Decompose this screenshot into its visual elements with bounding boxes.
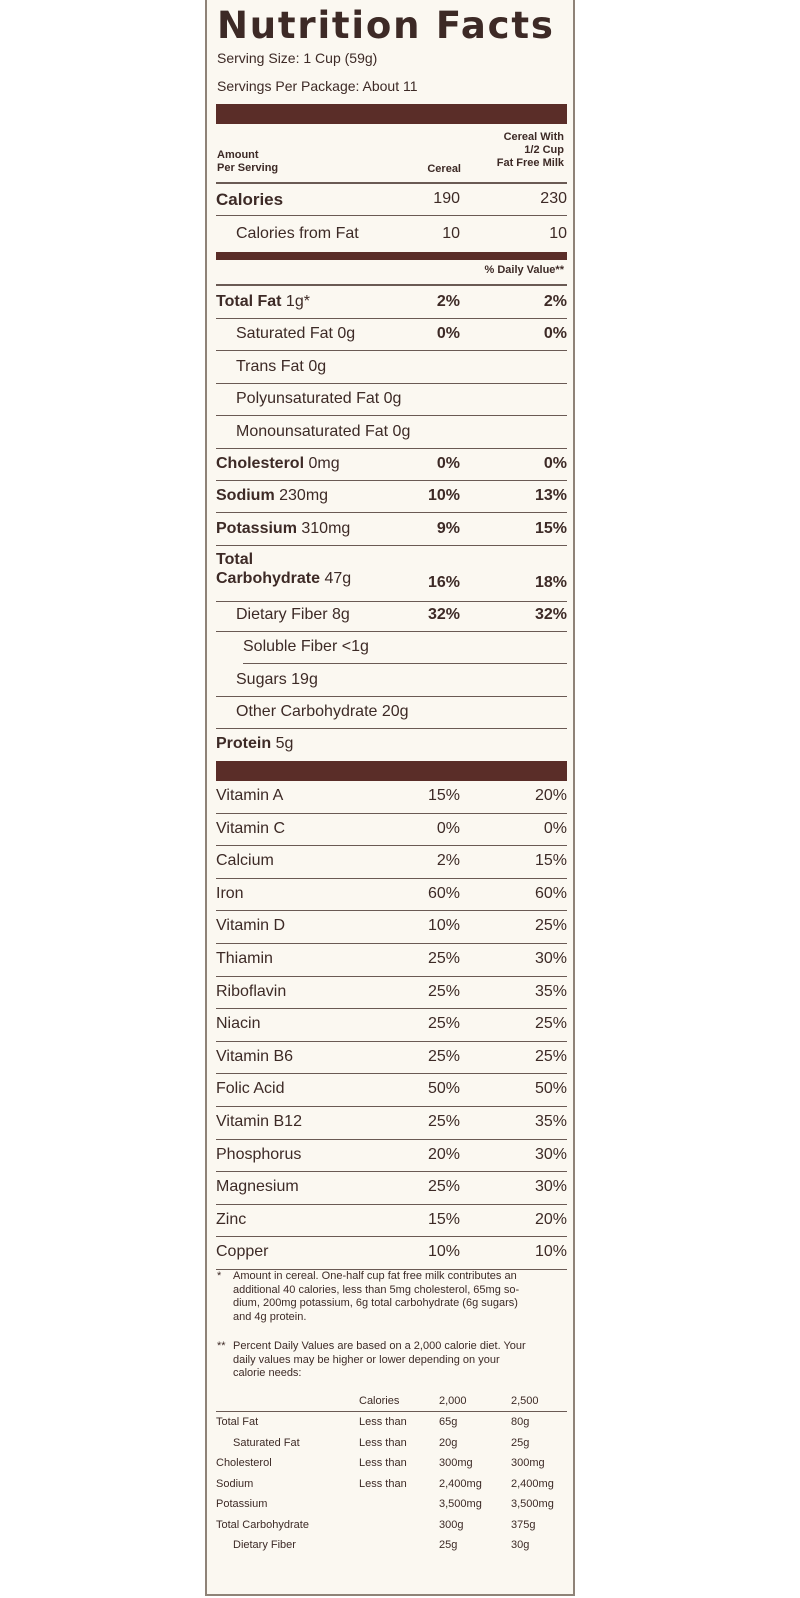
vitamin-dv-cereal: 25%: [427, 982, 460, 1000]
thick-divider-mid: [216, 252, 567, 260]
vitamin-dv-with-milk: 60%: [534, 884, 567, 902]
dv-table-2000: 25g: [439, 1539, 458, 1551]
vitamin-row: [216, 944, 567, 977]
vitamin-row: [216, 1140, 567, 1173]
calories-label: Calories: [216, 190, 284, 209]
nutrient-name: Cholesterol: [216, 455, 305, 472]
dv-table-2500: 30g: [511, 1539, 530, 1551]
nutrient-label: [236, 671, 318, 689]
calories-with-milk: 230: [540, 190, 567, 207]
nutrient-amount: 0g: [303, 358, 327, 375]
dv-table-2000: 300g: [439, 1518, 464, 1531]
nutrient-amount: 5g: [271, 735, 294, 752]
vitamin-dv-with-milk: 50%: [534, 1080, 567, 1098]
calories-from-fat-with-milk: 10: [549, 225, 567, 242]
vitamin-row: [216, 879, 567, 912]
nutrient-name: Sodium: [216, 487, 275, 504]
dv-table-2500: 2,400mg: [511, 1477, 554, 1490]
vitamin-dv-cereal: 25%: [427, 950, 460, 967]
nutrient-label: [216, 735, 293, 753]
nutrient-amount: 0g: [332, 325, 356, 342]
dv-table-2000: 3,500mg: [439, 1498, 482, 1510]
vitamin-dv-cereal: 25%: [427, 1113, 460, 1130]
dv-table-nutrient: Total Fat: [216, 1416, 259, 1428]
col2-line3: Fat Free Milk: [496, 157, 564, 169]
vitamin-row: [216, 814, 567, 847]
calories-row: [216, 184, 567, 216]
vitamin-name: Riboflavin: [216, 982, 287, 1000]
nutrient-label: [243, 638, 369, 656]
vitamin-name: Phosphorus: [216, 1145, 302, 1163]
nutrient-row: [216, 352, 567, 384]
nutrient-dv-with-milk: 13%: [534, 487, 567, 504]
footnote2-line3: calorie needs:: [233, 1367, 302, 1379]
nutrient-label: [236, 390, 401, 408]
nutrient-label: [216, 487, 328, 505]
per-serving-line: Per Serving: [217, 162, 279, 174]
nutrient-row: [216, 665, 567, 697]
calories-from-fat-cereal: 10: [442, 225, 460, 242]
nutrient-dv-with-milk: 0%: [543, 455, 567, 472]
dv-table-2000: 300mg: [439, 1457, 473, 1469]
nutrient-row: [216, 514, 567, 546]
nutrient-row: [216, 287, 567, 319]
vitamin-row: [216, 1009, 567, 1042]
nutrient-label: [216, 455, 340, 473]
vitamin-dv-cereal: 10%: [427, 917, 460, 935]
vitamin-dv-cereal: 0%: [436, 819, 460, 837]
vitamin-dv-with-milk: 25%: [534, 1015, 567, 1033]
vitamin-row: [216, 1237, 567, 1270]
calories-from-fat-row: [216, 219, 567, 251]
nutrient-name: Dietary Fiber: [236, 606, 328, 623]
vitamin-name: Vitamin B12: [216, 1113, 302, 1130]
vitamin-dv-with-milk: 20%: [534, 1210, 567, 1228]
servings-per-package: Servings Per Package: About 11: [217, 78, 418, 94]
dv-table-2000: 20g: [439, 1436, 458, 1449]
vitamin-row: [216, 1074, 567, 1107]
nutrient-row: [216, 319, 567, 351]
nutrient-label: [216, 520, 350, 538]
dv-table-2500: 80g: [511, 1416, 530, 1428]
vitamin-dv-with-milk: 30%: [534, 1178, 567, 1196]
footnote1-line1: Amount in cereal. One-half cup fat free milk contributes an: [233, 1270, 517, 1282]
dv-table-2000: 65g: [439, 1416, 458, 1428]
vitamin-dv-cereal: 25%: [427, 1178, 460, 1196]
nutrient-amount: 0g: [379, 390, 402, 407]
vitamin-name: Vitamin A: [216, 787, 284, 804]
nutrient-name: Saturated Fat: [236, 325, 333, 342]
footnote1-line3: dium, 200mg potassium, 6g total carbohydrate (6g sugars): [233, 1297, 518, 1309]
nutrient-dv-with-milk: 32%: [534, 606, 567, 623]
vitamin-dv-with-milk: 35%: [534, 1113, 567, 1130]
vitamin-row: [216, 1172, 567, 1205]
dv-table-nutrient: Saturated Fat: [233, 1436, 300, 1449]
nutrient-amount: 230mg: [274, 487, 329, 504]
col2-line2: 1/2 Cup: [524, 144, 564, 156]
footnote2-line2: daily values may be higher or lower depending on your: [233, 1353, 500, 1366]
footnote-amount: [217, 1270, 519, 1324]
vitamin-row: [216, 1107, 567, 1140]
nutrient-dv-with-milk: 0%: [543, 325, 567, 342]
vitamin-name: Vitamin D: [216, 917, 286, 935]
nutrient-amount: 20g: [377, 703, 409, 720]
vitamin-dv-cereal: 10%: [427, 1243, 460, 1261]
vitamin-dv-cereal: 25%: [427, 1047, 460, 1065]
dv-table-header-cell: 2,000: [439, 1395, 467, 1407]
calories-from-fat-label: Calories from Fat: [236, 225, 359, 242]
amount-per-serving-header: [217, 149, 278, 175]
vitamin-row: [216, 1042, 567, 1075]
dv-table-2500: 375g: [511, 1518, 536, 1531]
dv-table-2500: 25g: [511, 1436, 530, 1449]
dv-header-rule: [216, 284, 567, 286]
vitamin-name: Vitamin C: [216, 819, 286, 837]
nutrient-dv-cereal: 9%: [436, 520, 460, 537]
vitamin-row: [216, 977, 567, 1010]
nutrient-dv-cereal: 2%: [436, 293, 460, 310]
col2-line1: Cereal With: [503, 131, 564, 143]
thick-divider-top: [216, 104, 567, 124]
nutrient-label: [236, 325, 355, 343]
dv-table-rule: [216, 1411, 567, 1412]
vitamin-dv-cereal: 25%: [427, 1015, 460, 1033]
vitamin-name: Magnesium: [216, 1178, 299, 1196]
nutrient-dv-cereal: 16%: [427, 574, 460, 591]
dv-table-nutrient: Total Carbohydrate: [216, 1518, 309, 1531]
nutrient-name: Soluble Fiber: [243, 638, 338, 655]
nutrient-dv-with-milk: 18%: [534, 574, 567, 591]
vitamin-dv-cereal: 60%: [427, 884, 460, 902]
vitamin-dv-with-milk: 15%: [534, 852, 567, 870]
vitamin-name: Thiamin: [216, 950, 273, 967]
calories-cereal: 190: [433, 190, 460, 207]
vitamin-name: Copper: [216, 1243, 269, 1261]
nutrient-row: [243, 632, 567, 664]
nutrient-label: [236, 423, 410, 441]
nutrient-dv-cereal: 32%: [427, 606, 460, 623]
nutrient-dv-cereal: 0%: [436, 325, 460, 342]
nutrient-amount: 0g: [388, 423, 411, 440]
dv-table-header-cell: 2,500: [511, 1395, 539, 1407]
amount-line: Amount: [217, 149, 259, 161]
footnote-marker-2: **: [217, 1340, 226, 1352]
nutrient-name: Protein: [216, 735, 272, 752]
nutrient-name-line1: Total: [216, 551, 254, 568]
vitamin-dv-with-milk: 20%: [534, 787, 567, 804]
dv-table-condition: Less than: [359, 1416, 407, 1428]
nutrient-label: [216, 293, 310, 311]
dv-table-nutrient: Potassium: [216, 1498, 268, 1510]
vitamin-dv-with-milk: 30%: [534, 1145, 567, 1163]
nutrient-label: [236, 606, 350, 624]
nutrient-amount: 0mg: [304, 455, 340, 472]
cereal-with-milk-column-header: [497, 131, 564, 170]
vitamin-name: Iron: [216, 884, 244, 902]
nutrient-row: [216, 417, 567, 449]
nutrient-amount: 47g: [320, 570, 352, 587]
footnote-daily-values: [217, 1340, 526, 1381]
dv-table-header-cell: Calories: [359, 1395, 400, 1407]
nutrient-row: [216, 548, 567, 602]
nutrient-name: Sugars: [236, 671, 287, 688]
vitamin-row: [216, 846, 567, 879]
nutrient-amount: 1g*: [281, 293, 310, 310]
nutrient-amount: 310mg: [296, 520, 351, 537]
dv-table-nutrient: Cholesterol: [216, 1457, 272, 1469]
vitamin-dv-cereal: 2%: [436, 852, 460, 870]
vitamin-dv-cereal: 20%: [427, 1145, 460, 1163]
nutrient-amount: 19g: [286, 671, 318, 688]
nutrient-dv-with-milk: 15%: [534, 520, 567, 537]
nutrient-dv-with-milk: 2%: [543, 293, 567, 310]
vitamin-dv-with-milk: 25%: [534, 917, 567, 935]
vitamin-row: [216, 1205, 567, 1238]
nutrient-name: Polyunsaturated Fat: [236, 390, 380, 407]
footnote1-line4: and 4g protein.: [233, 1310, 307, 1323]
vitamin-name: Vitamin B6: [216, 1047, 294, 1065]
vitamin-name: Folic Acid: [216, 1080, 285, 1098]
vitamin-dv-cereal: 15%: [427, 787, 460, 804]
nutrient-amount: 8g: [327, 606, 350, 623]
nutrient-row: [216, 449, 567, 481]
nutrient-row: [216, 600, 567, 632]
vitamin-name: Niacin: [216, 1015, 261, 1033]
dv-table-2500: 3,500mg: [511, 1498, 554, 1510]
serving-size: Serving Size: 1 Cup (59g): [217, 50, 378, 66]
dv-table-condition: Less than: [359, 1436, 407, 1449]
thick-divider-vitamins: [216, 761, 567, 781]
nutrient-name: Other Carbohydrate: [236, 703, 378, 720]
vitamin-name: Calcium: [216, 852, 274, 870]
nutrient-name: Monounsaturated Fat: [236, 423, 389, 440]
nutrient-label: [216, 550, 351, 588]
nutrient-row: [216, 697, 567, 729]
vitamin-dv-with-milk: 35%: [534, 982, 567, 1000]
vitamin-row: [216, 911, 567, 944]
vitamin-row: [216, 781, 567, 814]
nutrition-facts-panel: [205, 0, 575, 1596]
vitamin-dv-cereal: 15%: [427, 1210, 460, 1228]
cereal-column-header: Cereal: [427, 163, 461, 175]
daily-value-header: % Daily Value**: [484, 264, 564, 276]
dv-table-condition: Less than: [359, 1477, 407, 1490]
footnote-marker-1: *: [217, 1270, 222, 1282]
dv-table-nutrient: Dietary Fiber: [233, 1539, 296, 1551]
nutrient-row: [216, 729, 567, 761]
dv-table-2000: 2,400mg: [439, 1477, 482, 1490]
nutrient-dv-cereal: 10%: [427, 487, 460, 504]
dv-table-condition: Less than: [359, 1457, 407, 1469]
dv-table-nutrient: Sodium: [216, 1477, 254, 1490]
nutrient-amount: <1g: [337, 638, 369, 655]
vitamin-dv-with-milk: 10%: [534, 1243, 567, 1261]
vitamin-dv-with-milk: 0%: [543, 819, 567, 837]
vitamin-dv-with-milk: 30%: [534, 950, 567, 967]
nutrient-name: Total Fat: [216, 293, 282, 310]
dv-table-2500: 300mg: [511, 1457, 545, 1469]
footnote2-line1: Percent Daily Values are based on a 2,000 calorie diet. Your: [233, 1340, 526, 1352]
nutrient-row: [216, 481, 567, 513]
nutrient-name: Trans Fat: [236, 358, 304, 375]
vitamin-name: Zinc: [216, 1210, 247, 1228]
footnote1-line2: additional 40 calories, less than 5mg cholesterol, 65mg so-: [233, 1283, 520, 1296]
nutrient-dv-cereal: 0%: [436, 455, 460, 472]
nutrient-label: [236, 703, 409, 721]
nutrient-row: [216, 384, 567, 416]
nutrient-label: [236, 358, 326, 376]
nutrient-name: Carbohydrate: [216, 570, 321, 587]
nutrient-name: Potassium: [216, 520, 297, 537]
vitamin-dv-with-milk: 25%: [534, 1047, 567, 1065]
vitamin-dv-cereal: 50%: [427, 1080, 460, 1098]
label-title: Nutrition Facts: [217, 4, 555, 47]
